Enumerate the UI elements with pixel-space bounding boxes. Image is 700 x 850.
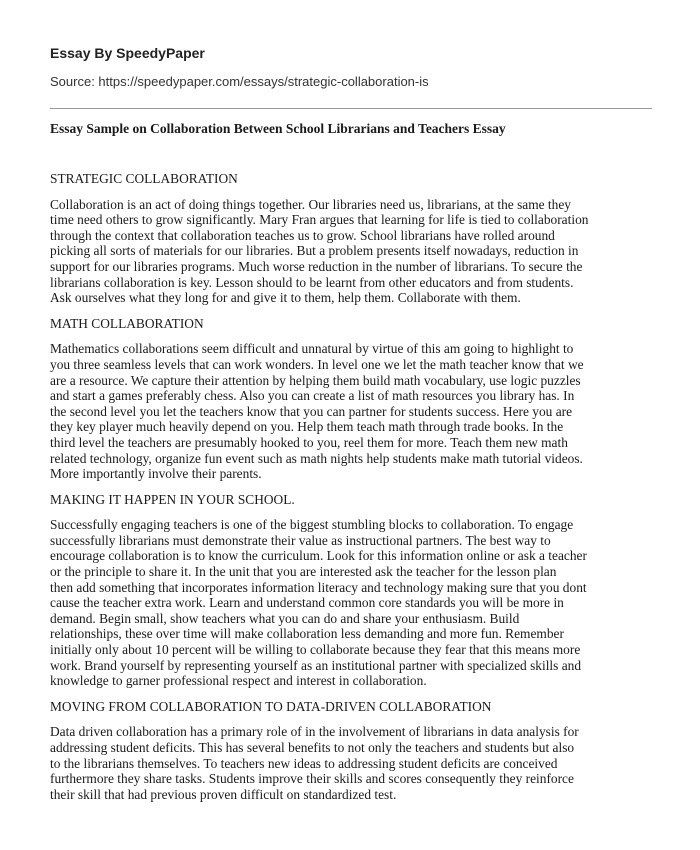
paragraph-line: demand. Begin small, show teachers what you can do and share your enthusiasm. Build	[50, 610, 520, 626]
paragraph-line: encourage collaboration is to know the curriculum. Look for this information online or ask a teacher	[50, 548, 587, 564]
paragraph-line: work. Brand yourself by representing yourself as an institutional partner with specialized skills and	[50, 657, 582, 673]
section-heading: MATH COLLABORATION	[50, 315, 204, 331]
paragraph-line: Data driven collaboration has a primary role of in the involvement of librarians in data analysis for	[50, 724, 579, 740]
essay-body	[50, 171, 650, 812]
paragraph-line: are a resource. We capture their attention by helping them build math vocabulary, use logic puzzles	[50, 372, 581, 388]
paragraph-line: to the librarians themselves. To teachers new ideas to addressing student deficits are conceived	[50, 755, 558, 771]
paragraph-line: they key player much heavily depend on you. Help them teach math through trade books. In the	[50, 419, 564, 435]
section-paragraph	[50, 341, 650, 481]
source-line: Source: https://speedypaper.com/essays/strategic-collaboration-is	[50, 74, 429, 89]
paragraph-line: addressing student deficits. This has several benefits to not only the teachers and students but also	[50, 740, 575, 755]
paragraph-line: picking all sorts of materials for our libraries. But a problem presents itself nowadays, reduction in	[50, 243, 579, 259]
section-heading: MAKING IT HAPPEN IN YOUR SCHOOL.	[50, 491, 295, 507]
paragraph-line: related technology, organize fun event such as math nights help students make math tutorial videos.	[50, 450, 583, 466]
paragraph-line: knowledge to garner professional respect and interest in collaboration.	[50, 673, 427, 689]
paragraph-line: and start a games preferably chess. Also you can create a list of math resources you library has. In	[50, 388, 575, 404]
paragraph-line: time need others to grow significantly. Mary Fran argues that learning for life is tied to collaboration	[50, 212, 589, 228]
paragraph-line: Collaboration is an act of doing things together. Our libraries need us, librarians, at the same they	[50, 196, 571, 212]
essay-title: Essay Sample on Collaboration Between School Librarians and Teachers Essay	[50, 121, 506, 136]
paragraph-line: librarians collaboration is key. Lesson should to be learnt from other educators and from students.	[50, 274, 574, 290]
paragraph-line: Successfully engaging teachers is one of the biggest stumbling blocks to collaboration. To engage	[50, 517, 574, 533]
paragraph-line: through the context that collaboration teaches us to grow. School librarians have rolled around	[50, 227, 555, 243]
paragraph-line: their skill that had previous proven difficult on standardized test.	[50, 786, 397, 802]
paragraph-line: Mathematics collaborations seem difficult and unnatural by virtue of this am going to highlight to	[50, 341, 574, 357]
section-paragraph	[50, 724, 650, 802]
paragraph-line: relationships, these over time will make collaboration less demanding and more fun. Remember	[50, 626, 564, 642]
section-paragraph	[50, 517, 650, 689]
paragraph-line: or the principle to share it. In the unit that you are interested ask the teacher for the lesson plan	[50, 564, 557, 580]
section-heading: MOVING FROM COLLABORATION TO DATA-DRIVEN COLLABORATION	[50, 698, 492, 714]
section-paragraph	[50, 197, 650, 306]
site-title: Essay By SpeedyPaper	[50, 45, 205, 61]
paragraph-line: Ask ourselves what they long for and give it to them, help them. Collaborate with them.	[50, 290, 521, 306]
paragraph-line: support for our libraries programs. Much worse reduction in the number of librarians. To secure the	[50, 258, 583, 274]
paragraph-line: More importantly involve their parents.	[50, 466, 262, 482]
paragraph-line: furthermore they share tasks. Students improve their skills and scores consequently they reinforce	[50, 771, 574, 787]
paragraph-line: successfully librarians must demonstrate their value as instructional partners. The best way to	[50, 532, 551, 548]
section-heading: STRATEGIC COLLABORATION	[50, 171, 238, 186]
paragraph-line: initially only about 10 percent will be willing to collaborate because they fear that this means more	[50, 642, 581, 658]
header-divider	[50, 108, 652, 109]
paragraph-line: cause the teacher extra work. Learn and understand common core standards you will be more in	[50, 595, 564, 611]
paragraph-line: third level the teachers are presumably hooked to you, reel them for more. Teach them new math	[50, 434, 568, 450]
paragraph-line: the second level you let the teachers know that you can partner for students success. Here you are	[50, 403, 573, 419]
paragraph-line: then add something that incorporates information literacy and technology making sure that you dont	[50, 579, 587, 595]
paragraph-line: you three seamless levels that can work wonders. In level one we let the math teacher know that we	[50, 356, 584, 372]
